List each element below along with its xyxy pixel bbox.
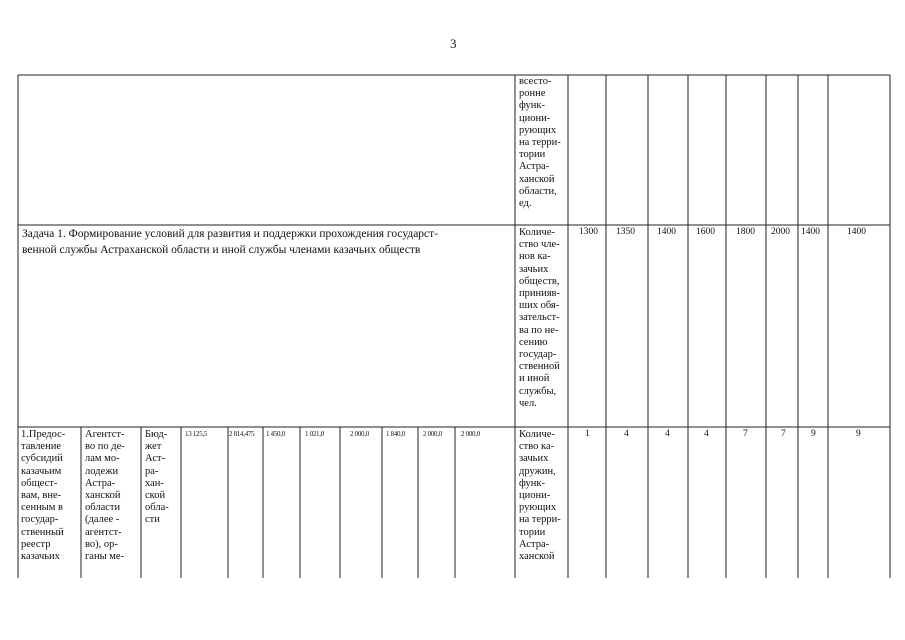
- item-indicator-line: ство ка-: [519, 441, 555, 453]
- item-name-line: вам, вне-: [21, 490, 62, 502]
- top-indicator-line: рующих: [519, 124, 557, 136]
- item-source-line: хан-: [145, 477, 164, 489]
- finance-value: 2 000,0: [461, 430, 480, 438]
- item-executor-line: ганы ме-: [85, 551, 125, 563]
- item-value: 4: [624, 429, 629, 439]
- page-number: 3: [450, 36, 457, 51]
- task-indicator-line: ва по не-: [519, 324, 559, 336]
- task-value: 1400: [657, 227, 676, 237]
- finance-value: 1 450,0: [266, 430, 285, 438]
- item-source-line: ской: [145, 490, 166, 502]
- task-indicator-line: и иной: [519, 373, 550, 385]
- task-indicator-line: зачьих: [519, 263, 549, 275]
- item-name-line: общест-: [21, 477, 58, 489]
- task-value: 1400: [801, 227, 820, 237]
- task-value: 1350: [616, 227, 635, 237]
- item-executor-line: ханской: [85, 490, 121, 502]
- item-indicator-line: Количе-: [519, 429, 555, 440]
- task-indicator-line: нов ка-: [519, 251, 551, 263]
- item-executor-line: Агентст-: [85, 429, 125, 440]
- top-indicator-line: области,: [519, 185, 557, 197]
- top-indicator-line: функ-: [519, 100, 546, 112]
- task-indicator-line: зательст-: [519, 312, 560, 324]
- item-source-line: сти: [145, 514, 160, 526]
- top-indicator-line: тории: [519, 149, 546, 161]
- task-value: 1300: [579, 227, 598, 237]
- item-indicator-line: функ-: [519, 477, 546, 489]
- item-executor-line: области: [85, 502, 121, 514]
- item-name-line: казачьим: [21, 465, 62, 477]
- item-source-cell: [145, 429, 169, 527]
- task-title-line: Задача 1. Формирование условий для развития и поддержки прохождения государст-: [22, 228, 439, 240]
- item-indicator-line: Астра-: [519, 538, 550, 550]
- task-indicator-line: государ-: [519, 349, 557, 361]
- finance-value: 2 814,475: [229, 430, 255, 438]
- item-executor-line: (далее -: [85, 514, 120, 526]
- task-indicator-line: ших обя-: [519, 300, 560, 312]
- item-name-cell: [21, 429, 65, 563]
- item-name-line: сенным в: [21, 502, 63, 514]
- finance-value: 1 021,0: [305, 430, 324, 438]
- task-value: 2000: [771, 227, 790, 237]
- top-indicator-line: ханской: [519, 173, 555, 185]
- item-value: 9: [856, 429, 861, 439]
- item-indicator-line: зачьих: [519, 453, 549, 465]
- item-value: 9: [811, 429, 816, 439]
- item-executor-line: во по де-: [85, 441, 125, 453]
- top-indicator-line: всесто-: [519, 76, 552, 87]
- task-value: 1400: [847, 227, 866, 237]
- item-indicator-line: циони-: [519, 490, 551, 502]
- task-indicator-line: ство чле-: [519, 239, 560, 251]
- item-name-line: субсидий: [21, 453, 63, 465]
- task-indicator-line: сению: [519, 336, 548, 348]
- item-name-line: казачьих: [21, 551, 60, 563]
- item-executor-line: лам мо-: [85, 453, 120, 465]
- item-indicator-line: дружин,: [519, 465, 556, 477]
- item-executor-line: Астра-: [85, 477, 116, 489]
- item-value: 7: [743, 429, 748, 439]
- item-name-line: государ-: [21, 514, 59, 526]
- task-indicator-line: принияв-: [519, 288, 561, 300]
- task-indicator-line: чел.: [519, 397, 537, 409]
- finance-value: 2 000,0: [423, 430, 442, 438]
- item-executor-line: во), ор-: [85, 538, 118, 550]
- task-title: [22, 226, 438, 258]
- item-source-line: Бюд-: [145, 429, 168, 440]
- item-executor-line: агентст-: [85, 526, 122, 538]
- item-value: 4: [665, 429, 670, 439]
- item-value: 1: [585, 429, 590, 439]
- task-title-line: венной службы Астраханской области и иной службы членами казачьих обществ: [22, 244, 421, 256]
- finance-value: 2 000,0: [350, 430, 369, 438]
- task-indicator-line: ственной: [519, 361, 560, 373]
- item-indicator-cell: [519, 429, 561, 563]
- task-value: 1600: [696, 227, 715, 237]
- item-executor-cell: [85, 429, 125, 563]
- item-indicator-line: ханской: [519, 551, 555, 563]
- finance-value: 1 840,0: [386, 430, 405, 438]
- top-indicator-line: ед.: [519, 198, 532, 210]
- finance-value: 13 125,5: [185, 430, 208, 438]
- item-name-line: 1.Предос-: [21, 429, 66, 440]
- item-indicator-line: тории: [519, 526, 546, 538]
- item-source-line: Аст-: [145, 453, 166, 465]
- top-indicator-line: на терри-: [519, 137, 561, 149]
- top-indicator-line: Астра-: [519, 161, 550, 173]
- task-indicator-cell: [519, 227, 560, 410]
- top-indicator-line: циони-: [519, 112, 551, 124]
- item-name-line: тавление: [21, 441, 61, 453]
- item-indicator-line: на терри-: [519, 514, 561, 526]
- item-name-line: ственный: [21, 526, 64, 538]
- task-indicator-line: Количе-: [519, 227, 555, 238]
- task-indicator-line: обществ,: [519, 275, 560, 287]
- item-source-line: обла-: [145, 502, 169, 514]
- task-value: 1800: [736, 227, 755, 237]
- top-indicator-line: ронне: [519, 88, 546, 100]
- item-executor-line: лодежи: [85, 465, 119, 477]
- item-value: 7: [781, 429, 786, 439]
- top-indicator-cell: [519, 76, 561, 210]
- item-source-line: жет: [145, 441, 162, 453]
- item-name-line: реестр: [21, 538, 51, 550]
- task-indicator-line: службы,: [519, 385, 557, 397]
- item-value: 4: [704, 429, 709, 439]
- item-indicator-line: рующих: [519, 502, 557, 514]
- item-source-line: ра-: [145, 465, 159, 477]
